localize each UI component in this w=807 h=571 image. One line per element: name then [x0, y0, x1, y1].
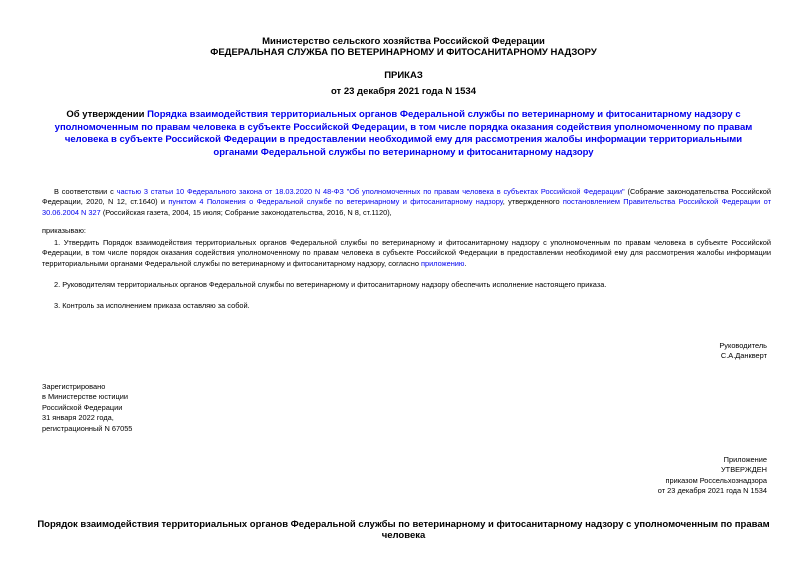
preamble-text-1: В соответствии с [54, 187, 117, 196]
registration-block [42, 382, 132, 434]
federal-law-link[interactable]: частью 3 статьи 10 Федерального закона от 18.03.2020 N 48-ФЗ "Об уполномоченных по правам человека в субъектах Российской Федерации" [116, 187, 625, 196]
preamble-text-3: , утвержденного [502, 197, 563, 207]
registration-line-4: 31 января 2022 года, [42, 413, 114, 423]
item-2: 2. Руководителям территориальных органов Федеральной службы по ветеринарному и фитосанитарному надзору обеспечить исполнение настоящего приказа. [54, 280, 607, 289]
appendix-approval-block [658, 455, 767, 497]
appendix-line-2: УТВЕРЖДЕН [720, 465, 767, 475]
appendix-line-4: от 23 декабря 2021 года N 1534 [657, 486, 767, 496]
registration-line-2: в Министерстве юстиции [42, 392, 129, 402]
signature-name: С.А.Данкверт [720, 351, 767, 361]
appendix-link[interactable]: приложению [421, 258, 465, 268]
doc-type-heading: ПРИКАЗ [384, 70, 423, 81]
service-heading: ФЕДЕРАЛЬНАЯ СЛУЖБА ПО ВЕТЕРИНАРНОМУ И ФИТОСАНИТАРНОМУ НАДЗОРУ [210, 47, 597, 58]
registration-line-5: регистрационный N 67055 [42, 423, 133, 433]
signature-role: Руководитель [719, 341, 767, 350]
order-word: приказываю: [42, 226, 86, 235]
item-1-end: . [464, 258, 467, 268]
appendix-title: Порядок взаимодействия территориальных органов Федеральной службы по ветеринарному и фитосанитарному надзору с уполномоченным по правам человека [37, 519, 770, 541]
title-prefix: Об утверждении [66, 109, 148, 120]
government-decree-link[interactable]: постановлением Правительства Российской Федерации от 30.06.2004 N 327 [42, 197, 771, 217]
appendix-line-3: приказом Россельхознадзора [665, 475, 767, 485]
title-procedure-link[interactable]: Порядка взаимодействия территориальных органов Федеральной службы по ветеринарному и фитосанитарному надзору с уполномоченным по правам человека в субъекте Российской Федерации, в том числе порядка оказания содействия уполномоченному по правам человека в субъекте Российской Федерации в предоставлении необходимой ему для рассмотрения жалобы информации территориальными органами Федеральной службы по ветеринарному и фитосанитарному надзору [54, 109, 753, 158]
signature-block [719, 341, 767, 362]
item-3: 3. Контроль за исполнением приказа оставляю за собой. [54, 301, 250, 310]
regulation-link[interactable]: пунктом 4 Положения о Федеральной службе по ветеринарному и фитосанитарному надзору [168, 197, 503, 207]
order-title [42, 109, 765, 159]
registration-line-3: Российской Федерации [42, 402, 123, 412]
item-1 [42, 238, 771, 269]
item-1-text: 1. Утвердить Порядок взаимодействия территориальных органов Федеральной службы по ветеринарному и фитосанитарному надзору с уполномоченным по правам человека в субъекте Российской Федерации, в том числе порядок оказания содействия уполномоченному по правам человека в субъекте Российской Федерации в предоставлении необходимой ему для рассмотрения жалобы информации территориальными органами Федеральной службы по ветеринарному и фитосанитарному надзору, согласно [42, 238, 771, 268]
preamble-text-4: (Российская газета, 2004, 15 июля; Собрание законодательства, 2016, N 8, ст.1120), [100, 207, 392, 217]
ministry-heading: Министерство сельского хозяйства Российской Федерации [262, 36, 545, 47]
preamble-paragraph [42, 187, 771, 218]
appendix-line-1: Приложение [723, 455, 767, 464]
registration-line-1: Зарегистрировано [42, 382, 106, 391]
doc-date-heading: от 23 декабря 2021 года N 1534 [330, 86, 476, 97]
preamble-text-2: (Собрание законодательства Российской Федерации, 2020, N 12, ст.1640) и [42, 187, 771, 207]
